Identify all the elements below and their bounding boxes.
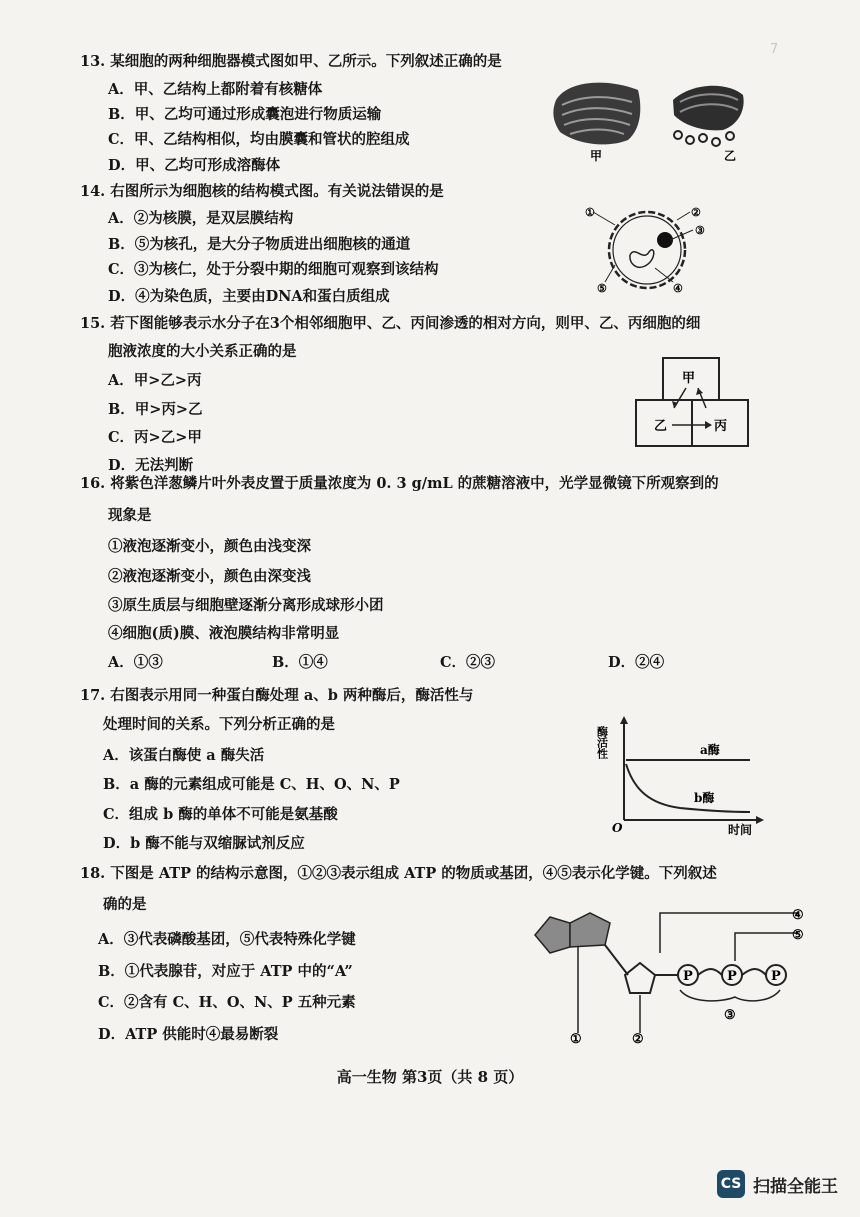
b-enzyme-curve [626, 764, 750, 812]
page-footer: 高一生物 第3页（共 8 页） [336, 1068, 524, 1086]
q13-option-d: D．甲、乙均可形成溶酶体 [108, 157, 281, 174]
q17-xlabel: 时间 [728, 823, 753, 837]
q18-stem: 18. 下图是 ATP 的结构示意图，①②③表示组成 ATP 的物质或基团，④⑤表示化学键。下列叙述 [80, 865, 717, 882]
q16-stem: 16. 将紫色洋葱鳞片叶外表皮置于质量浓度为 0. 3 g/mL 的蔗糖溶液中，光学显微镜下所观察到的 [80, 475, 719, 492]
q16-item-2: ②液泡逐渐变小，颜色由深变浅 [108, 568, 311, 585]
q13-label-jia: 甲 [590, 149, 603, 163]
q15-label-bing: 丙 [714, 419, 728, 434]
q18-label-4: ④ [792, 908, 804, 923]
q15-option-b: B．甲>丙>乙 [108, 401, 203, 418]
q16-item-4: ④细胞(质)膜、液泡膜结构非常明显 [108, 625, 340, 642]
q17-a-label: a酶 [700, 743, 720, 757]
q13-label-yi: 乙 [724, 149, 737, 163]
q15-option-d: D．无法判断 [108, 457, 194, 474]
q17-enzyme-graph [595, 712, 770, 837]
q17-stem: 17. 右图表示用同一种蛋白酶处理 a、b 两种酶后，酶活性与 [80, 687, 474, 704]
q17-option-d: D．b 酶不能与双缩脲试剂反应 [103, 835, 305, 852]
q15-label-jia: 甲 [682, 371, 696, 386]
bleed-through-text: 7 [770, 42, 779, 57]
q18-option-c: C．②含有 C、H、O、N、P 五种元素 [98, 994, 356, 1011]
q13-organelle-figure [548, 70, 758, 165]
watermark-text: 扫描全能王 [753, 1176, 838, 1197]
q13-option-b: B．甲、乙均可通过形成囊泡进行物质运输 [108, 106, 382, 123]
q14-label-3: ③ [695, 224, 705, 237]
q16-item-1: ①液泡逐渐变小，颜色由浅变深 [108, 538, 311, 555]
q16-stem-cont: 现象是 [108, 507, 152, 524]
camscanner-logo-icon: CS [717, 1170, 745, 1198]
q14-option-d: D．④为染色质，主要由DNA和蛋白质组成 [108, 288, 390, 305]
adenine-ring-1 [535, 917, 570, 953]
q13-option-c: C．甲、乙结构相似，均由膜囊和管状的腔组成 [108, 131, 410, 148]
phosphate-2-label: P [727, 969, 737, 984]
q17-ylabel: 酶活性 [595, 726, 609, 759]
ribose-ring [625, 963, 655, 993]
q14-stem: 14. 右图所示为细胞核的结构模式图。有关说法错误的是 [80, 183, 444, 200]
q16-option-a: A．①③ [108, 654, 163, 671]
q18-label-1: ① [570, 1032, 582, 1047]
q17-stem-cont: 处理时间的关系。下列分析正确的是 [103, 716, 335, 733]
q16-option-b: B．①④ [272, 654, 328, 671]
er-organelle-drawing [553, 83, 640, 145]
adenine-ring-2 [570, 913, 610, 947]
q14-option-a: A．②为核膜，是双层膜结构 [108, 210, 294, 227]
phosphate-3-label: P [771, 969, 781, 984]
golgi-organelle-drawing [673, 86, 744, 146]
q15-stem: 15. 若下图能够表示水分子在3个相邻细胞甲、乙、丙间渗透的相对方向，则甲、乙、丙细胞的细 [80, 315, 701, 332]
q15-cells-figure [634, 356, 750, 452]
q17-origin: O [612, 821, 623, 835]
q14-label-1: ① [585, 206, 595, 219]
q16-option-d: D．②④ [608, 654, 665, 671]
q18-option-b: B．①代表腺苷，对应于 ATP 中的“A” [98, 963, 353, 980]
q17-option-c: C．组成 b 酶的单体不可能是氨基酸 [103, 806, 338, 823]
q17-option-b: B．a 酶的元素组成可能是 C、H、O、N、P [103, 776, 400, 793]
q16-option-c: C．②③ [440, 654, 496, 671]
q14-label-2: ② [691, 206, 701, 219]
phosphate-1-label: P [683, 969, 693, 984]
q17-b-label: b酶 [694, 791, 715, 805]
q15-option-a: A．甲>乙>丙 [108, 372, 202, 389]
q18-atp-figure [530, 905, 810, 1045]
q14-label-5: ⑤ [597, 282, 607, 295]
q15-stem-cont: 胞液浓度的大小关系正确的是 [108, 343, 297, 360]
q18-label-5: ⑤ [792, 928, 804, 943]
q18-option-d: D．ATP 供能时④最易断裂 [98, 1026, 279, 1043]
scanner-watermark [717, 1170, 838, 1198]
q17-option-a: A．该蛋白酶使 a 酶失活 [103, 747, 265, 764]
q13-stem: 13. 某细胞的两种细胞器模式图如甲、乙所示。下列叙述正确的是 [80, 53, 502, 70]
q18-option-a: A．③代表磷酸基团，⑤代表特殊化学键 [98, 931, 356, 948]
q13-option-a: A．甲、乙结构上都附着有核糖体 [108, 81, 323, 98]
q16-item-3: ③原生质层与细胞壁逐渐分离形成球形小团 [108, 597, 384, 614]
q18-label-3: ③ [724, 1008, 736, 1023]
q15-option-c: C．丙>乙>甲 [108, 429, 202, 446]
q18-stem-cont: 确的是 [103, 896, 147, 913]
q14-option-b: B．⑤为核孔，是大分子物质进出细胞核的通道 [108, 236, 411, 253]
q15-label-yi: 乙 [654, 419, 668, 434]
q14-label-4: ④ [673, 282, 683, 295]
q14-option-c: C．③为核仁，处于分裂中期的细胞可观察到该结构 [108, 261, 439, 278]
q14-nucleus-figure [585, 200, 710, 295]
q18-label-2: ② [632, 1032, 644, 1047]
